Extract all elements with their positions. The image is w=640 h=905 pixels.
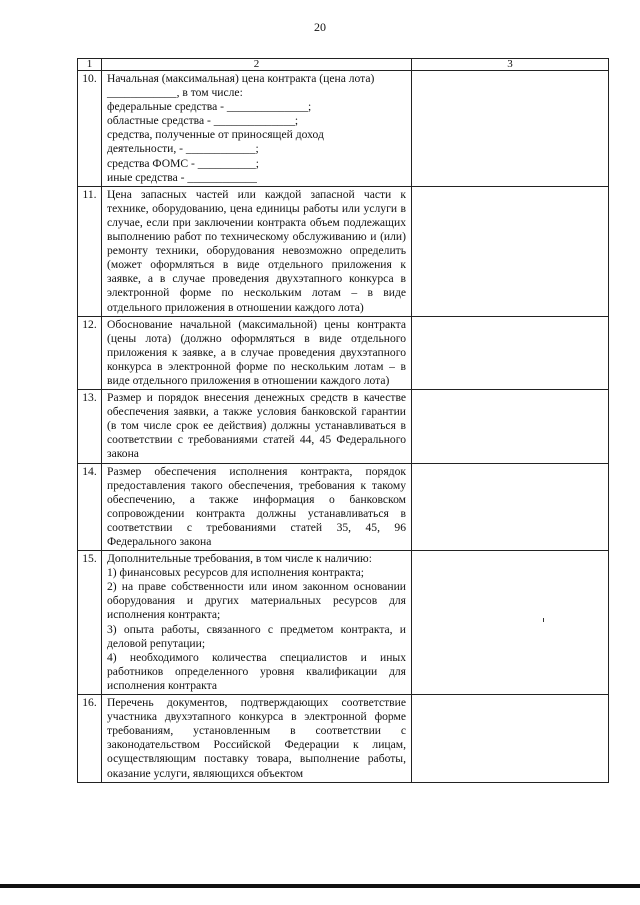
row-number: 15. bbox=[78, 551, 102, 695]
description-line: Обоснование начальной (максимальной) цены контракта (цены лота) (должно оформляться в виде отдельного приложения к заявке, а в случае проведения двухэтапного конкурса в электронной форме по нескольким лотам – в виде отдельного приложения в отношении каждого лота) bbox=[107, 317, 406, 387]
description-line: Цена запасных частей или каждой запасной части к технике, оборудованию, цена единицы работы или услуги в случае, если при заключении контракта объем подлежащих выполнению работ по техническому обслуживанию и (или) ремонту техники, оборудования невозможно определить (может оформляться в виде отдельного приложения к заявке, а в случае проведения двухэтапного конкурса в электронной форме по нескольким лотам – в виде отдельного приложения в отношении каждого лота) bbox=[107, 187, 406, 314]
row-number: 16. bbox=[78, 695, 102, 783]
description-line: 3) опыта работы, связанного с предметом контракта, и деловой репутации; bbox=[107, 622, 406, 650]
table-row bbox=[78, 71, 609, 187]
page-number: 20 bbox=[314, 20, 326, 34]
description-line: средства, полученные от приносящей доход bbox=[107, 128, 324, 142]
description-line: 4) необходимого количества специалистов и иных работников определенного уровня квалификации для исполнения контракта bbox=[107, 650, 406, 692]
table-header-row bbox=[78, 59, 609, 71]
row-value-cell bbox=[412, 186, 609, 316]
description-line: 2) на праве собственности или ином законном основании оборудования и других материальных ресурсов для исполнения контракта; bbox=[107, 580, 406, 622]
scan-speck bbox=[543, 618, 544, 622]
description-line: средства ФОМС - __________; bbox=[107, 156, 259, 170]
row-description bbox=[102, 316, 412, 389]
row-number: 14. bbox=[78, 463, 102, 551]
table-row bbox=[78, 316, 609, 389]
row-description bbox=[102, 390, 412, 463]
column-header-1: 1 bbox=[78, 59, 102, 71]
row-description bbox=[102, 551, 412, 695]
row-value-cell bbox=[412, 463, 609, 551]
description-line: Размер и порядок внесения денежных средств в качестве обеспечения заявки, а также условия банковской гарантии (в том числе срок ее действия) должны устанавливаться в соответствии с требованиями статей 44, 45 Федерального закона bbox=[107, 391, 406, 461]
row-number: 11. bbox=[78, 186, 102, 316]
row-description bbox=[102, 463, 412, 551]
description-line: 1) финансовых ресурсов для исполнения контракта; bbox=[107, 566, 365, 580]
row-description bbox=[102, 186, 412, 316]
row-value-cell bbox=[412, 316, 609, 389]
description-line: деятельности, - ____________; bbox=[107, 142, 259, 156]
row-value-cell bbox=[412, 390, 609, 463]
row-value-cell bbox=[412, 695, 609, 783]
row-description bbox=[102, 695, 412, 783]
row-value-cell bbox=[412, 71, 609, 187]
table-row bbox=[78, 695, 609, 783]
description-line: иные средства - ____________ bbox=[107, 170, 257, 184]
description-line: ____________, в том числе: bbox=[107, 86, 243, 100]
row-number: 13. bbox=[78, 390, 102, 463]
table-row bbox=[78, 551, 609, 695]
description-line: Начальная (максимальная) цена контракта (цена лота) bbox=[107, 72, 375, 85]
column-header-2: 2 bbox=[102, 59, 412, 71]
table-row bbox=[78, 186, 609, 316]
row-value-cell bbox=[412, 551, 609, 695]
application-form-table bbox=[77, 58, 609, 783]
row-number: 10. bbox=[78, 71, 102, 187]
description-line: Перечень документов, подтверждающих соответствие участника двухэтапного конкурса в электронной форме требованиям, установленным в соответствии с законодательством Российской Федерации к лицам, осуществляющим поставку товара, выполнение работы, оказание услуги, являющихся объектом bbox=[107, 696, 406, 780]
row-number: 12. bbox=[78, 316, 102, 389]
page-bottom-rule bbox=[0, 884, 640, 888]
description-line: Дополнительные требования, в том числе к наличию: bbox=[107, 552, 372, 566]
column-header-3: 3 bbox=[412, 59, 609, 71]
description-line: областные средства - ______________; bbox=[107, 114, 299, 128]
row-description bbox=[102, 71, 412, 187]
table-row bbox=[78, 463, 609, 551]
description-line: федеральные средства - ______________; bbox=[107, 100, 312, 114]
table-row bbox=[78, 390, 609, 463]
description-line: Размер обеспечения исполнения контракта, порядок предоставления такого обеспечения, требования к такому обеспечению, а также информация о банковском сопровождении контракта должны устанавливаться в соответствии с требованиями статей 35, 45, 96 Федерального закона bbox=[107, 464, 406, 548]
